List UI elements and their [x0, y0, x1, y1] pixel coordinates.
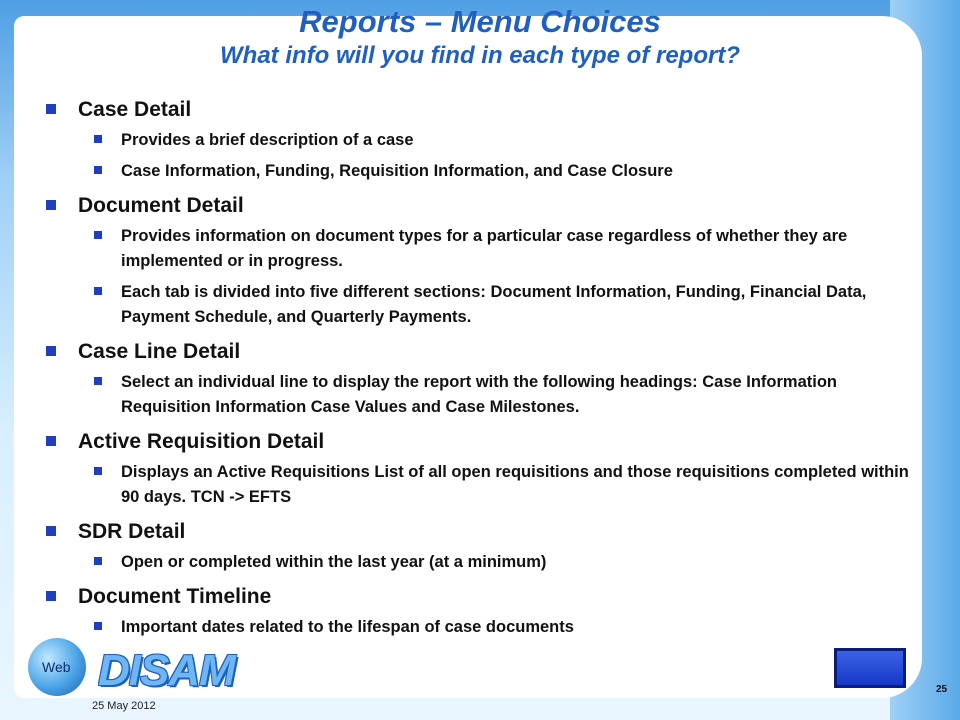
logo-web-label: Web: [42, 659, 71, 675]
square-bullet-icon: [46, 104, 56, 114]
sub-bullet: [94, 224, 916, 274]
section-heading: [46, 430, 916, 454]
square-bullet-icon: [94, 231, 102, 239]
square-bullet-icon: [46, 346, 56, 356]
section-heading-text: Case Detail: [78, 98, 192, 121]
section-heading: [46, 194, 916, 218]
square-bullet-icon: [46, 591, 56, 601]
square-bullet-icon: [94, 287, 102, 295]
page-number: 25: [936, 684, 948, 695]
square-bullet-icon: [94, 557, 102, 565]
sub-bullet-text: Each tab is divided into five different sections: Document Information, Funding, Financial Data, Payment Schedule, and Quarterly Payments.: [121, 283, 867, 326]
sub-bullet-text: Case Information, Funding, Requisition Information, and Case Closure: [121, 162, 673, 180]
square-bullet-icon: [94, 135, 102, 143]
disam-web-logo: [28, 638, 248, 702]
bullet-list: [46, 88, 916, 646]
sub-bullet: [94, 460, 916, 510]
sub-bullet-text: Displays an Active Requisitions List of all open requisitions and those requisitions completed within 90 days. TCN -> EFTS: [121, 463, 909, 506]
sub-bullet: [94, 550, 916, 575]
slide-subtitle: What info will you find in each type of report?: [220, 42, 740, 69]
section-heading: [46, 585, 916, 609]
square-bullet-icon: [94, 377, 102, 385]
sub-bullet-text: Provides information on document types for a particular case regardless of whether they are implemented or in progress.: [121, 227, 848, 270]
sub-bullet-text: Provides a brief description of a case: [121, 131, 414, 149]
logo-brand-text: DISAM: [98, 646, 235, 695]
section-heading-text: SDR Detail: [78, 520, 186, 543]
sub-bullet: [94, 615, 916, 640]
section-heading-text: Document Timeline: [78, 585, 272, 608]
section-heading-text: Case Line Detail: [78, 340, 241, 363]
square-bullet-icon: [46, 526, 56, 536]
sub-bullet-text: Select an individual line to display the report with the following headings: Case Information Requisition Information Case Values and Case Milestones.: [121, 373, 837, 416]
section-heading-text: Document Detail: [78, 194, 244, 217]
sub-bullet: [94, 128, 916, 153]
section-heading: [46, 98, 916, 122]
section-heading: [46, 520, 916, 544]
slide-title: Reports – Menu Choices: [299, 4, 661, 39]
section-heading: [46, 340, 916, 364]
section-heading-text: Active Requisition Detail: [78, 430, 325, 453]
square-bullet-icon: [94, 166, 102, 174]
next-slide-button[interactable]: [834, 648, 906, 688]
square-bullet-icon: [46, 436, 56, 446]
sub-bullet: [94, 370, 916, 420]
square-bullet-icon: [94, 467, 102, 475]
sub-bullet: [94, 280, 916, 330]
square-bullet-icon: [46, 200, 56, 210]
sub-bullet-text: Open or completed within the last year (at a minimum): [121, 553, 547, 571]
footer-date: 25 May 2012: [92, 700, 156, 712]
sub-bullet-text: Important dates related to the lifespan of case documents: [121, 618, 574, 636]
square-bullet-icon: [94, 622, 102, 630]
sub-bullet: [94, 159, 916, 184]
